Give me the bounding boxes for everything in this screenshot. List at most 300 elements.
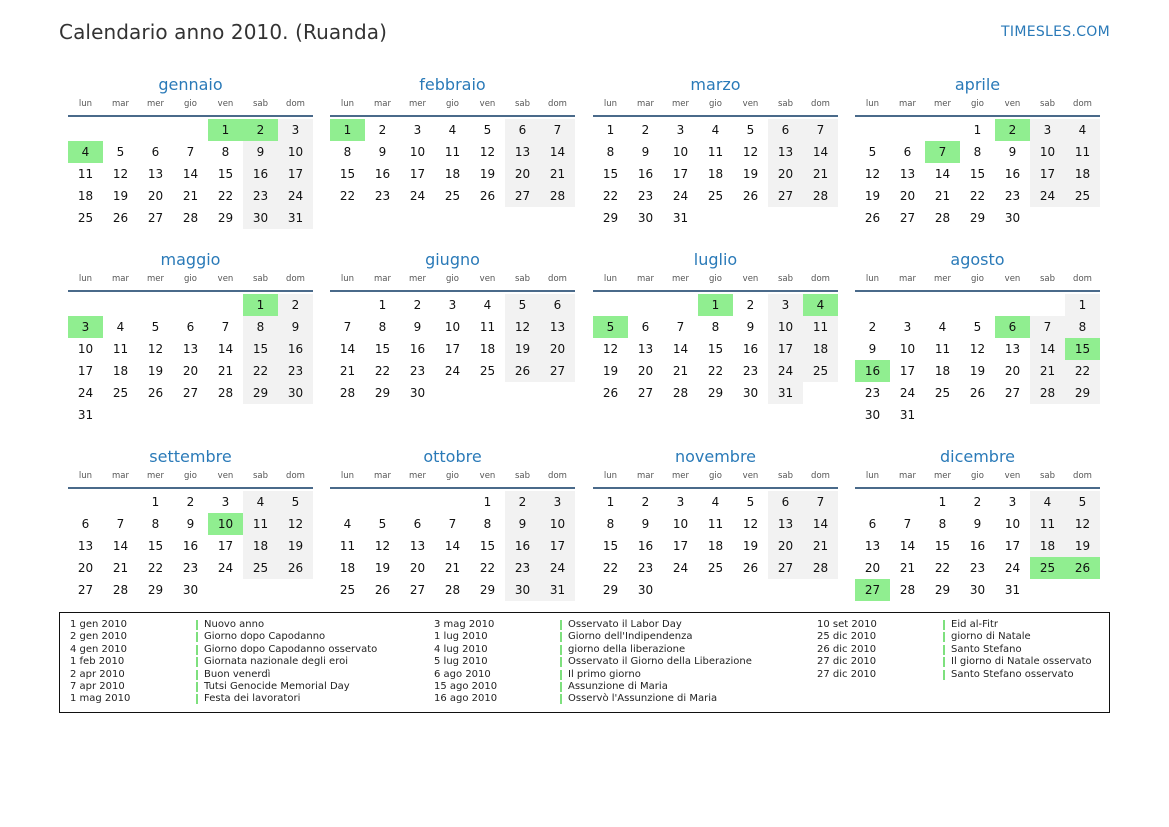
day-cell: 8 [221,145,230,159]
day-cell: 22 [934,561,951,575]
legend-column [70,619,377,706]
day-cell: 24 [409,189,426,203]
day-cell: 19 [479,167,496,181]
day-cell: 5 [483,123,492,137]
day-cell: 16 [637,539,654,553]
day-cell: 25 [444,189,461,203]
day-cell: 2 [413,298,422,312]
day-cell: 29 [602,583,619,597]
day-cell: 21 [540,163,575,185]
month-maggio [68,249,313,426]
month-agosto [855,249,1100,426]
day-cell: 9 [746,320,755,334]
day-cell: 23 [374,189,391,203]
day-cell: 26 [505,360,540,382]
day-cell: 3 [448,298,457,312]
day-cell: 20 [637,364,654,378]
day-cell: 30 [243,207,278,229]
day-cell: 14 [217,342,234,356]
day-cell: 13 [77,539,94,553]
day-cell: 8 [483,517,492,531]
weekday-label: lun [78,274,93,284]
weekday-header [68,97,313,117]
day-cell: 29 [243,382,278,404]
empty-cell [208,294,243,316]
weekday-label: dom [548,471,567,481]
day-cell: 28 [444,583,461,597]
weekday-label: dom [811,99,830,109]
empty-cell [890,119,925,141]
weekday-header [855,272,1100,292]
legend-row [817,656,1092,668]
day-cell: 4 [1030,491,1065,513]
legend-row [70,644,377,656]
holiday-day-cell: 7 [925,141,960,163]
day-cell: 12 [864,167,881,181]
day-cell: 20 [409,561,426,575]
day-cell: 27 [768,557,803,579]
day-cell: 23 [1004,189,1021,203]
day-cell: 2 [641,495,650,509]
holiday-name: Eid al-Fitr [951,619,998,630]
day-cell: 2 [641,123,650,137]
empty-cell [925,119,960,141]
month-name: giugno [425,250,480,269]
day-cell: 26 [742,189,759,203]
day-cell: 11 [1030,513,1065,535]
day-cell: 16 [374,167,391,181]
day-cell: 12 [374,539,391,553]
weekday-label: dom [286,274,305,284]
day-cell: 15 [969,167,986,181]
holiday-name: Giornata nazionale degli eroi [204,656,348,668]
holiday-date: 4 lug 2010 [434,643,488,655]
day-cell: 11 [1065,141,1100,163]
day-cell: 25 [1065,185,1100,207]
day-cell: 30 [182,583,199,597]
day-cell: 17 [217,539,234,553]
holiday-day-cell: 4 [803,294,838,316]
day-cell: 5 [505,294,540,316]
weekday-label: mer [408,274,426,284]
empty-cell [138,294,173,316]
weekday-label: sab [1039,99,1056,109]
day-cell: 9 [868,342,877,356]
holiday-marker-icon [196,632,198,642]
day-cell: 3 [413,123,422,137]
day-cell: 7 [676,320,685,334]
weekday-label: gio [446,99,459,109]
day-cell: 22 [217,189,234,203]
weekday-label: ven [1004,471,1021,481]
day-cell: 8 [151,517,160,531]
day-cell: 7 [343,320,352,334]
day-cell: 23 [243,185,278,207]
holiday-day-cell: 1 [698,294,733,316]
day-cell: 11 [112,342,129,356]
weekday-header [330,272,575,292]
weekday-label: mar [374,471,391,481]
day-cell: 29 [217,211,234,225]
day-cell: 11 [803,316,838,338]
day-cell: 2 [378,123,387,137]
holiday-marker-icon [943,657,945,667]
day-grid [68,119,313,229]
day-cell: 17 [1030,163,1065,185]
day-cell: 25 [77,211,94,225]
holiday-day-cell: 1 [243,294,278,316]
day-cell: 13 [409,539,426,553]
month-ottobre [330,446,575,601]
day-cell: 16 [505,535,540,557]
weekday-label: mer [146,471,164,481]
day-cell: 15 [602,167,619,181]
day-cell: 4 [448,123,457,137]
weekday-label: sab [514,471,531,481]
day-cell: 15 [707,342,724,356]
month-name: febbraio [419,75,486,94]
weekday-label: mer [933,471,951,481]
day-cell: 26 [742,561,759,575]
day-cell: 12 [505,316,540,338]
day-cell: 18 [934,364,951,378]
day-cell: 5 [378,517,387,531]
weekday-label: sab [252,471,269,481]
day-cell: 18 [243,535,278,557]
weekday-label: gio [446,471,459,481]
holiday-marker-icon [196,657,198,667]
day-cell: 24 [768,360,803,382]
weekday-label: dom [811,471,830,481]
weekday-label: mar [112,274,129,284]
day-cell: 24 [77,386,94,400]
day-cell: 15 [374,342,391,356]
day-cell: 27 [1004,386,1021,400]
legend-row [817,631,1092,643]
day-cell: 22 [243,360,278,382]
empty-cell [173,294,208,316]
day-cell: 25 [339,583,356,597]
day-cell: 5 [278,491,313,513]
day-cell: 20 [77,561,94,575]
holiday-marker-icon [943,670,945,680]
day-cell: 27 [409,583,426,597]
weekday-label: mar [899,471,916,481]
day-cell: 17 [77,364,94,378]
day-cell: 6 [903,145,912,159]
holiday-day-cell: 10 [208,513,243,535]
day-cell: 23 [969,561,986,575]
holiday-name: Il primo giorno [568,668,641,680]
month-settembre [68,446,313,601]
empty-cell [628,294,663,316]
holiday-name: Osservato il Giorno della Liberazione [568,656,752,668]
weekday-label: mar [112,99,129,109]
weekday-label: sab [777,274,794,284]
weekday-label: sab [514,274,531,284]
holiday-name: Festa dei lavoratori [204,693,301,705]
weekday-label: ven [1004,274,1021,284]
legend-row [434,681,752,693]
holiday-day-cell: 3 [68,316,103,338]
holiday-marker-icon [560,620,562,630]
day-cell: 31 [672,211,689,225]
day-cell: 26 [374,583,391,597]
day-cell: 11 [77,167,94,181]
day-cell: 2 [973,495,982,509]
empty-cell [103,119,138,141]
weekday-label: dom [286,471,305,481]
day-cell: 24 [1004,561,1021,575]
weekday-label: mer [146,274,164,284]
holiday-name: Il giorno di Natale osservato [951,656,1092,668]
weekday-label: dom [548,274,567,284]
holiday-marker-icon [560,657,562,667]
month-name: agosto [950,250,1005,269]
day-cell: 18 [803,338,838,360]
legend-row [434,644,752,656]
day-grid [593,119,838,229]
day-cell: 9 [1008,145,1017,159]
day-cell: 8 [378,320,387,334]
holiday-name: Tutsi Genocide Memorial Day [204,680,350,692]
day-cell: 7 [221,320,230,334]
day-cell: 1 [151,495,160,509]
holiday-marker-icon [560,694,562,704]
day-cell: 1 [938,495,947,509]
day-cell: 3 [903,320,912,334]
holiday-date: 25 dic 2010 [817,631,877,643]
day-cell: 14 [182,167,199,181]
day-cell: 10 [77,342,94,356]
day-cell: 2 [505,491,540,513]
weekday-label: ven [742,471,759,481]
day-cell: 6 [768,491,803,513]
day-cell: 30 [409,386,426,400]
day-cell: 8 [973,145,982,159]
holiday-date: 2 gen 2010 [70,631,128,643]
day-cell: 3 [540,491,575,513]
day-cell: 6 [868,517,877,531]
month-name: marzo [690,75,741,94]
weekday-header [330,469,575,489]
legend-column [434,619,752,706]
day-cell: 11 [934,342,951,356]
day-grid [593,294,838,404]
day-cell: 7 [116,517,125,531]
day-cell: 11 [707,517,724,531]
day-cell: 19 [742,167,759,181]
day-cell: 19 [147,364,164,378]
day-cell: 21 [444,561,461,575]
day-cell: 9 [505,513,540,535]
day-cell: 7 [540,119,575,141]
day-cell: 13 [768,513,803,535]
empty-cell [68,119,103,141]
day-cell: 10 [1004,517,1021,531]
legend-row [817,619,1092,631]
month-name: luglio [693,250,738,269]
weekday-label: gio [971,471,984,481]
day-cell: 22 [479,561,496,575]
weekday-label: mer [671,99,689,109]
weekday-label: ven [217,471,234,481]
day-cell: 29 [1065,382,1100,404]
weekday-label: dom [811,274,830,284]
day-cell: 23 [278,360,313,382]
empty-cell [1030,294,1065,316]
day-cell: 16 [1004,167,1021,181]
day-cell: 23 [409,364,426,378]
day-cell: 15 [147,539,164,553]
day-cell: 20 [1004,364,1021,378]
day-cell: 12 [1065,513,1100,535]
day-cell: 27 [899,211,916,225]
brand-link[interactable]: TIMESLES.COM [1001,24,1110,40]
weekday-label: gio [709,274,722,284]
day-cell: 5 [746,123,755,137]
weekday-label: lun [78,99,93,109]
month-name: gennaio [158,75,223,94]
weekday-label: dom [1073,471,1092,481]
holiday-legend [59,612,1110,713]
day-cell: 30 [637,583,654,597]
day-cell: 3 [1008,495,1017,509]
day-cell: 22 [602,189,619,203]
day-cell: 11 [707,145,724,159]
day-cell: 11 [479,320,496,334]
day-cell: 8 [938,517,947,531]
holiday-date: 1 feb 2010 [70,656,125,668]
holiday-day-cell: 16 [855,360,890,382]
holiday-name: Buon venerdì [204,668,271,680]
day-cell: 19 [374,561,391,575]
day-cell: 23 [637,189,654,203]
holiday-day-cell: 6 [995,316,1030,338]
day-cell: 29 [374,386,391,400]
day-cell: 7 [803,491,838,513]
empty-cell [330,294,365,316]
day-cell: 1 [606,495,615,509]
day-cell: 30 [637,211,654,225]
day-cell: 29 [969,211,986,225]
day-cell: 30 [278,382,313,404]
weekday-header [855,469,1100,489]
holiday-date: 5 lug 2010 [434,656,488,668]
holiday-date: 26 dic 2010 [817,643,877,655]
day-cell: 24 [672,189,689,203]
holiday-marker-icon [196,694,198,704]
day-cell: 15 [339,167,356,181]
holiday-date: 3 mag 2010 [434,619,495,630]
day-cell: 4 [243,491,278,513]
day-cell: 6 [151,145,160,159]
weekday-label: sab [252,99,269,109]
day-cell: 4 [116,320,125,334]
day-cell: 21 [899,561,916,575]
day-cell: 13 [147,167,164,181]
holiday-day-cell: 4 [68,141,103,163]
day-grid [855,491,1100,601]
day-cell: 28 [112,583,129,597]
day-cell: 6 [81,517,90,531]
day-cell: 23 [505,557,540,579]
day-cell: 13 [899,167,916,181]
day-cell: 22 [374,364,391,378]
day-cell: 24 [899,386,916,400]
day-cell: 25 [803,360,838,382]
day-cell: 31 [77,408,94,422]
day-grid [68,491,313,601]
day-cell: 20 [540,338,575,360]
day-cell: 19 [505,338,540,360]
day-cell: 16 [742,342,759,356]
empty-cell [330,491,365,513]
day-cell: 10 [672,517,689,531]
day-cell: 13 [505,141,540,163]
holiday-marker-icon [196,670,198,680]
holiday-name: Giorno dopo Capodanno osservato [204,643,378,655]
holiday-marker-icon [560,632,562,642]
day-cell: 28 [339,386,356,400]
day-cell: 6 [186,320,195,334]
empty-cell [855,119,890,141]
weekday-header [593,469,838,489]
legend-row [434,619,752,631]
weekday-label: sab [1039,471,1056,481]
weekday-label: sab [777,99,794,109]
day-cell: 1 [606,123,615,137]
day-cell: 31 [278,207,313,229]
empty-cell [593,294,628,316]
day-cell: 20 [899,189,916,203]
day-cell: 23 [182,561,199,575]
day-cell: 7 [186,145,195,159]
day-cell: 4 [711,123,720,137]
day-cell: 26 [864,211,881,225]
day-cell: 17 [278,163,313,185]
day-cell: 13 [1004,342,1021,356]
legend-row [434,631,752,643]
weekday-label: lun [340,274,355,284]
day-cell: 1 [1065,294,1100,316]
day-cell: 28 [803,557,838,579]
legend-row [817,669,1092,681]
empty-cell [890,294,925,316]
legend-row [434,669,752,681]
empty-cell [400,491,435,513]
day-cell: 30 [1004,211,1021,225]
weekday-label: mar [374,99,391,109]
day-cell: 17 [672,539,689,553]
day-cell: 10 [768,316,803,338]
day-cell: 5 [868,145,877,159]
day-cell: 1 [378,298,387,312]
day-cell: 10 [540,513,575,535]
weekday-label: dom [1073,99,1092,109]
day-cell: 19 [742,539,759,553]
day-cell: 7 [448,517,457,531]
day-cell: 30 [742,386,759,400]
day-cell: 9 [641,517,650,531]
day-cell: 26 [147,386,164,400]
day-cell: 27 [637,386,654,400]
holiday-date: 2 apr 2010 [70,668,125,680]
weekday-label: gio [709,99,722,109]
weekday-label: sab [252,274,269,284]
day-cell: 19 [969,364,986,378]
month-febbraio [330,74,575,207]
